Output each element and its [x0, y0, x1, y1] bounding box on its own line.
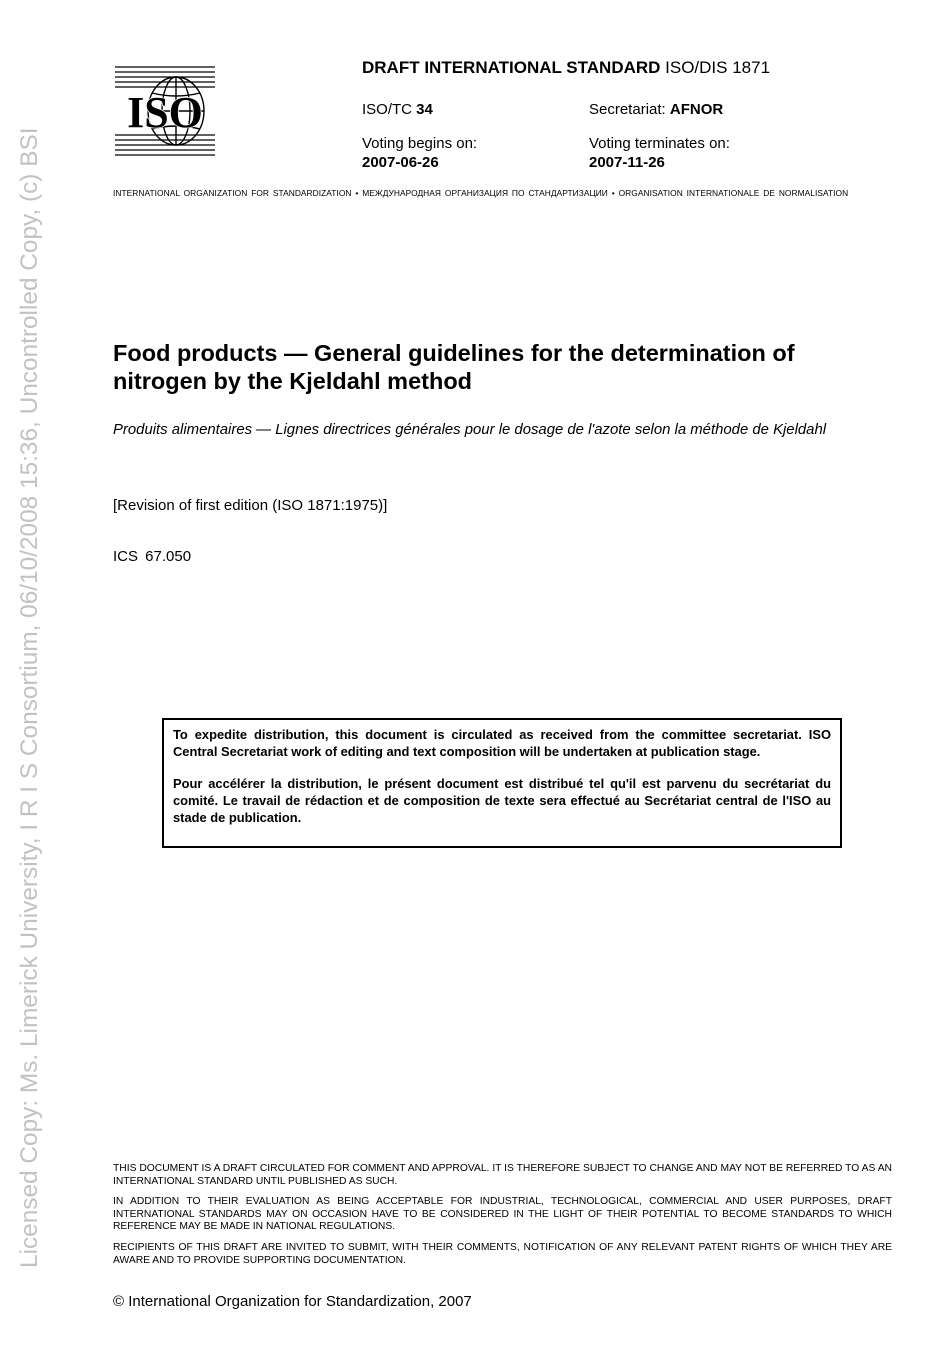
secretariat-label: Secretariat:	[589, 101, 670, 118]
iso-logo-text: ISO	[127, 88, 203, 137]
ics-code: ICS 67.050	[113, 548, 192, 565]
voting-terminates-date: 2007-11-26	[589, 154, 665, 171]
tc-value: 34	[416, 101, 433, 118]
disclaimer-draft: THIS DOCUMENT IS A DRAFT CIRCULATED FOR COMMENT AND APPROVAL. IT IS THEREFORE SUBJECT TO CHANGE AND MAY NOT BE REFERRED TO AS AN INTERNATIONAL STANDARD UNTIL PUBLISHED AS SUCH.	[113, 1163, 892, 1187]
watermark-strip	[0, 0, 43, 1345]
secretariat-value: AFNOR	[669, 101, 724, 118]
distribution-notice-box	[162, 718, 842, 848]
notice-english: To expedite distribution, this document is circulated as received from the committee secretariat. ISO Central Secretariat work of editing and text composition will be undertaken at publication stage.	[173, 727, 831, 759]
document-title: Food products — General guidelines for the determination of nitrogen by the Kjeldahl method	[113, 340, 795, 394]
disclaimer-patent: RECIPIENTS OF THIS DRAFT ARE INVITED TO SUBMIT, WITH THEIR COMMENTS, NOTIFICATION OF ANY RELEVANT PATENT RIGHTS OF WHICH THEY ARE AWARE AND TO PROVIDE SUPPORTING DOCUMENTATION.	[113, 1242, 892, 1266]
technical-committee	[362, 101, 433, 118]
document-code: ISO/DIS 1871	[660, 58, 771, 77]
copyright-notice: © International Organization for Standardization, 2007	[113, 1293, 472, 1310]
license-watermark: Licensed Copy: Ms. Limerick University, I R I S Consortium, 06/10/2008 15:36, Uncontrolled Copy, (c) BSI	[16, 127, 43, 1268]
organization-names-line: INTERNATIONAL ORGANIZATION FOR STANDARDIZATION • МЕЖДУНАРОДНАЯ ОРГАНИЗАЦИЯ ПО СТАНДАРТИЗАЦИИ • ORGANISATION INTERNATIONALE DE NORMALISATION	[113, 188, 849, 198]
secretariat	[589, 101, 723, 118]
voting-begins-date: 2007-06-26	[362, 154, 439, 171]
document-title-french: Produits alimentaires — Lignes directrices générales pour le dosage de l'azote selon la méthode de Kjeldahl	[113, 422, 827, 438]
draft-standard-label: DRAFT INTERNATIONAL STANDARD	[362, 58, 661, 77]
tc-label: ISO/TC	[362, 101, 417, 118]
document-type-header	[362, 58, 770, 78]
revision-note: [Revision of first edition (ISO 1871:1975)]	[113, 497, 388, 514]
disclaimer-evaluation: IN ADDITION TO THEIR EVALUATION AS BEING ACCEPTABLE FOR INDUSTRIAL, TECHNOLOGICAL, COMMERCIAL AND USER PURPOSES, DRAFT INTERNATIONAL STANDARDS MAY ON OCCASION HAVE TO BE CONSIDERED IN THE LIGHT OF THEIR POTENTIAL TO BECOME STANDARDS TO WHICH REFERENCE MAY BE MADE IN NATIONAL REGULATIONS.	[113, 1196, 892, 1233]
voting-terminates-label: Voting terminates on:	[589, 135, 730, 152]
notice-french: Pour accélérer la distribution, le présent document est distribué tel qu'il est parvenu du secrétariat du comité. Le travail de rédaction et de composition de texte sera effectué au Secrétariat central de l'ISO au stade de publication.	[173, 776, 831, 825]
voting-begins-label: Voting begins on:	[362, 135, 478, 152]
iso-logo	[115, 65, 215, 157]
